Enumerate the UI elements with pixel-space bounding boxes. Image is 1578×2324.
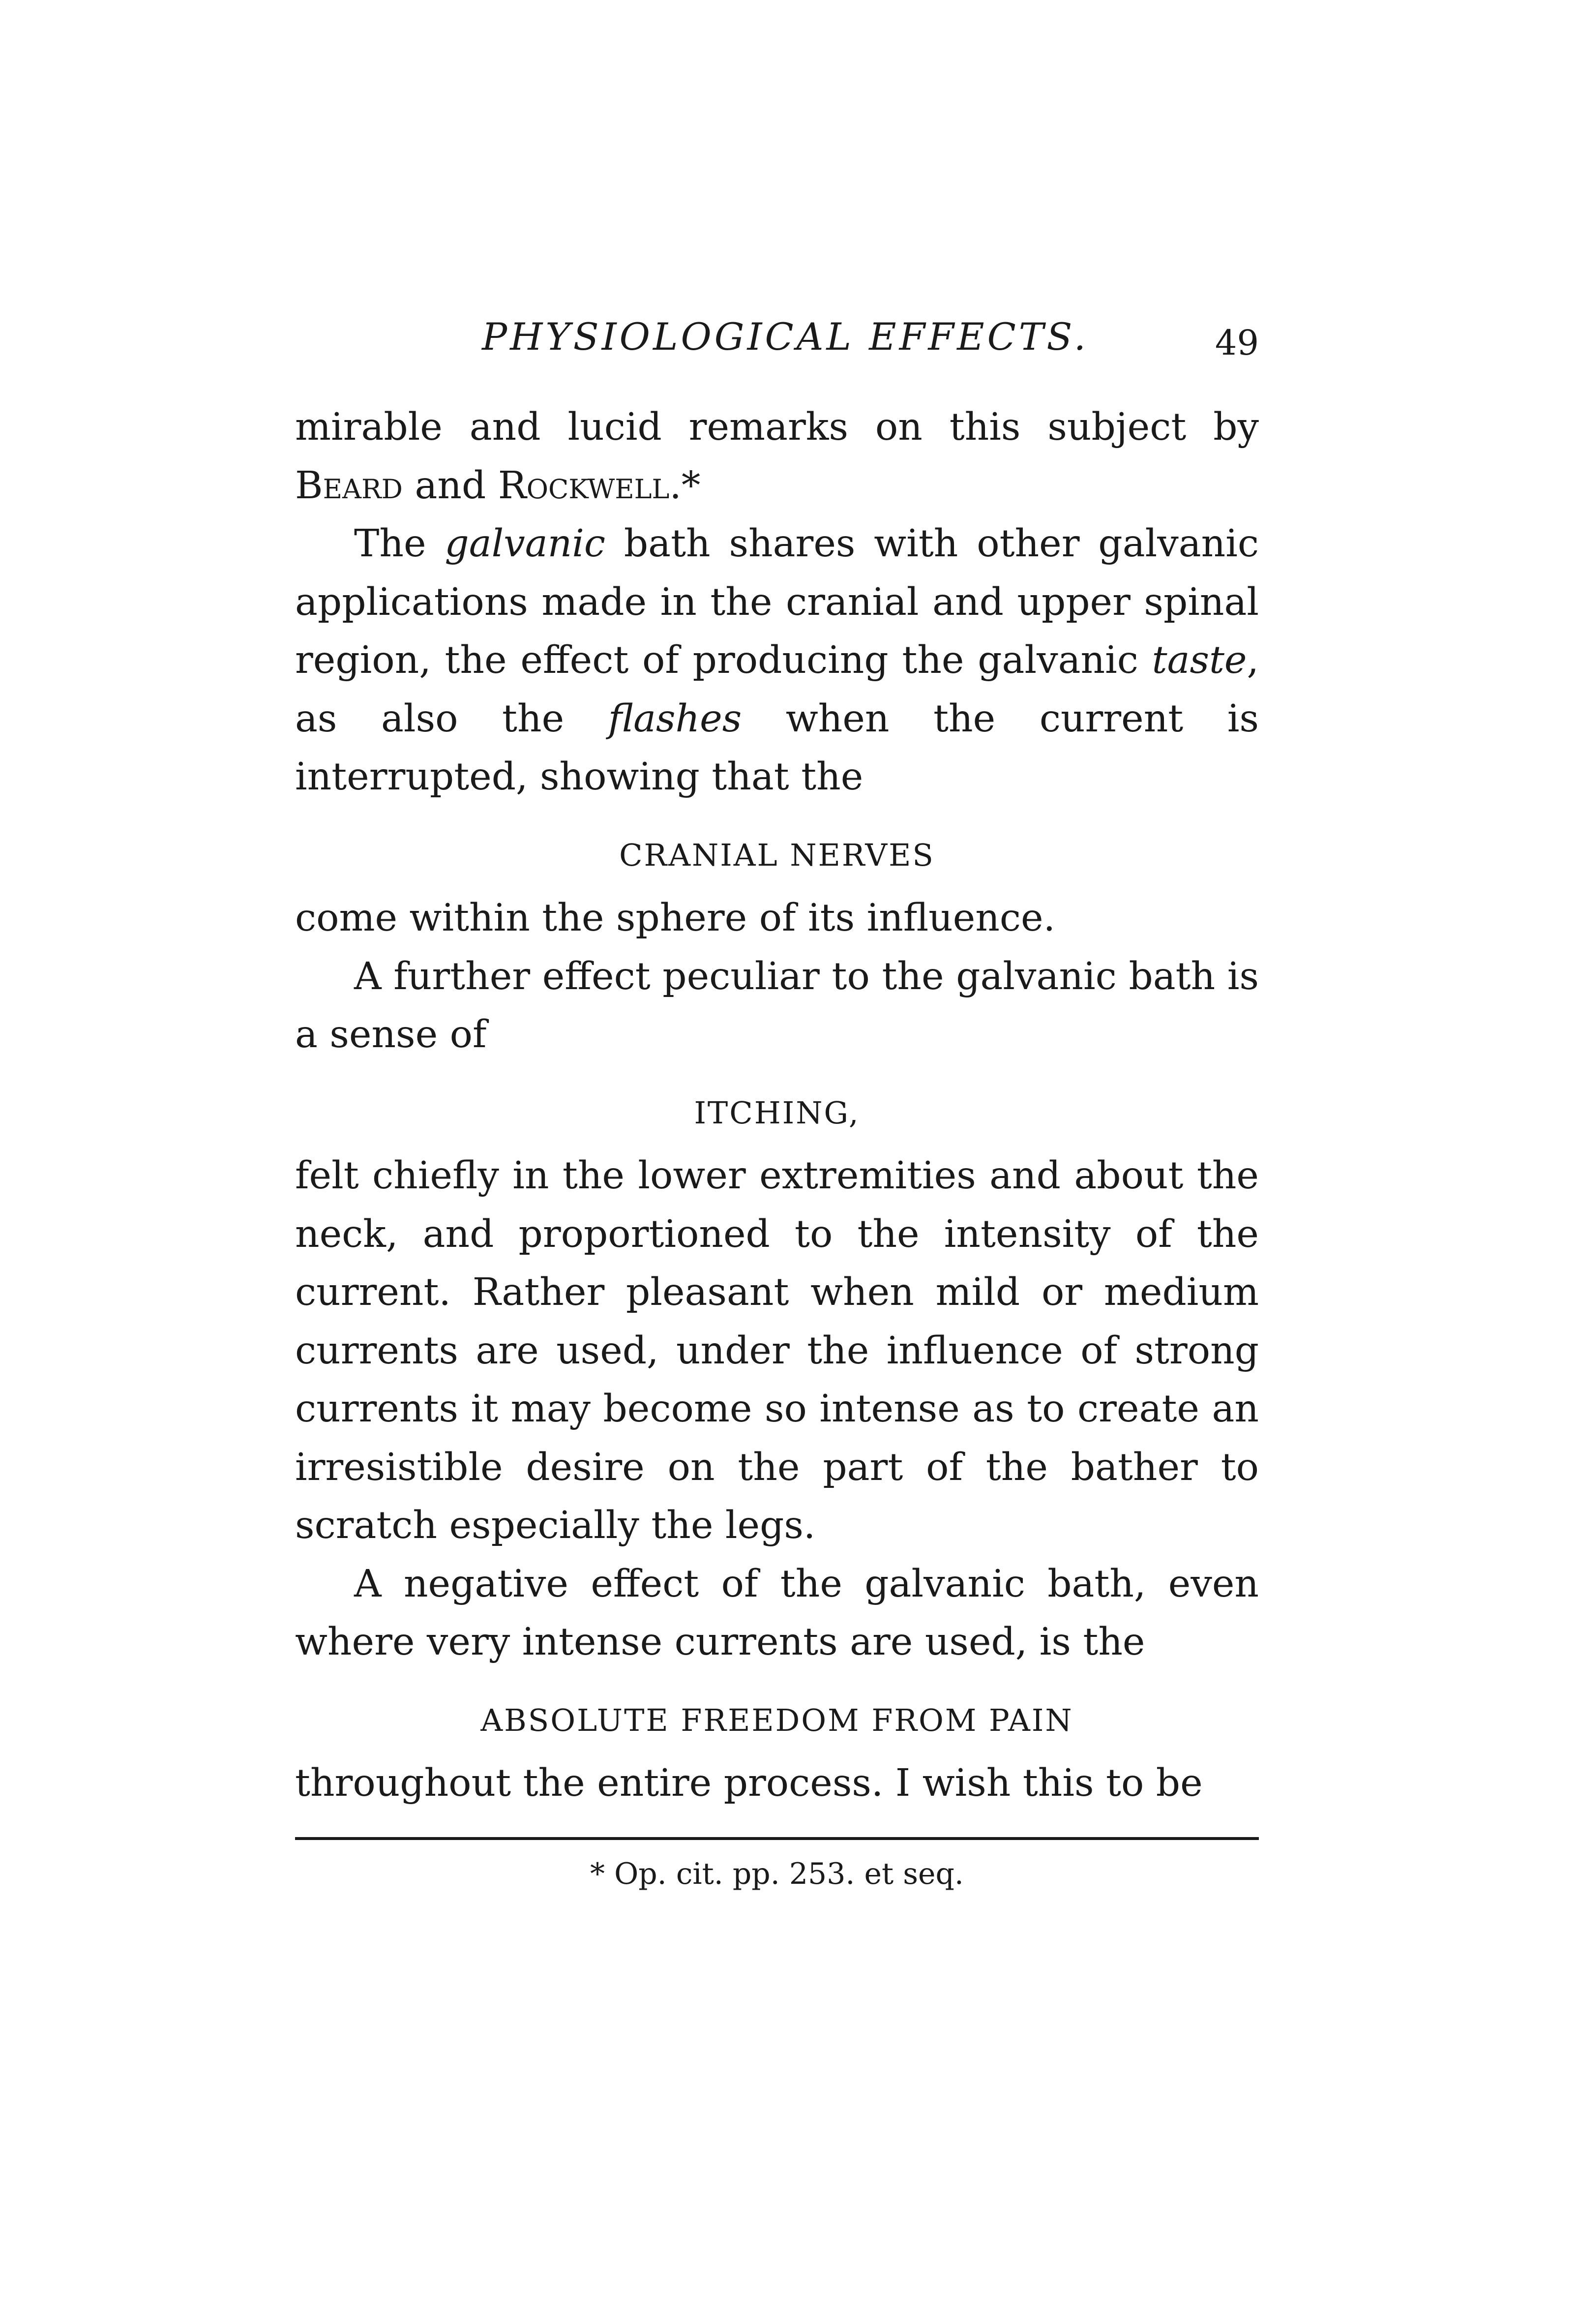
paragraph-2-text-a: The [354,522,445,566]
paragraph-1 [295,398,1259,515]
paragraph-2 [295,515,1259,807]
paragraph-2-text-g: when the current is interrupted, showing that the [295,696,1259,799]
author-beard: Beard [295,463,403,508]
page-header [295,315,1259,363]
author-rockwell: Rockwell [498,463,670,508]
footnote: * Op. cit. pp. 253. et seq. [590,1857,964,1891]
page-number: 49 [1215,323,1259,363]
footnote-rule [295,1837,1259,1840]
body-text [295,398,1259,1813]
paragraph-2-text-c: bath shares with other galvanic applications made in the cranial and upper spinal region, the effect of producing the galvanic [295,522,1259,682]
emphasis-flashes: flashes [608,696,742,741]
paragraph-2-text-e: , as also the [295,638,1259,741]
paragraph-3: come within the sphere of its influence. [295,896,1056,940]
paragraph-7: throughout the entire process. I wish this to be [295,1761,1203,1805]
section-heading-freedom-from-pain: ABSOLUTE FREEDOM FROM PAIN [480,1702,1073,1738]
paragraph-4: A further effect peculiar to the galvanic bath is a sense of [295,954,1259,1056]
paragraph-5: felt chiefly in the lower extremities and about the neck, and proportioned to the intensity of the current. Rather pleasant when mild or medium currents are used, under the influence of strong currents it may become so intense as to create an irresistible desire on the part of the bather to scratch especially the legs. [295,1154,1259,1547]
section-heading-itching: ITCHING, [694,1094,860,1131]
footnote-marker: .* [669,463,701,508]
section-heading-cranial-nerves: CRANIAL NERVES [619,837,935,873]
emphasis-galvanic: galvanic [445,522,605,566]
paragraph-1-text-c: and [402,463,498,508]
emphasis-taste: taste [1152,638,1247,682]
running-head: PHYSIOLOGICAL EFFECTS. [482,315,1089,359]
paragraph-1-text-a: mirable and lucid remarks on this subject by [295,405,1259,449]
paragraph-6: A negative effect of the galvanic bath, even where very intense currents are used, is the [295,1562,1259,1664]
